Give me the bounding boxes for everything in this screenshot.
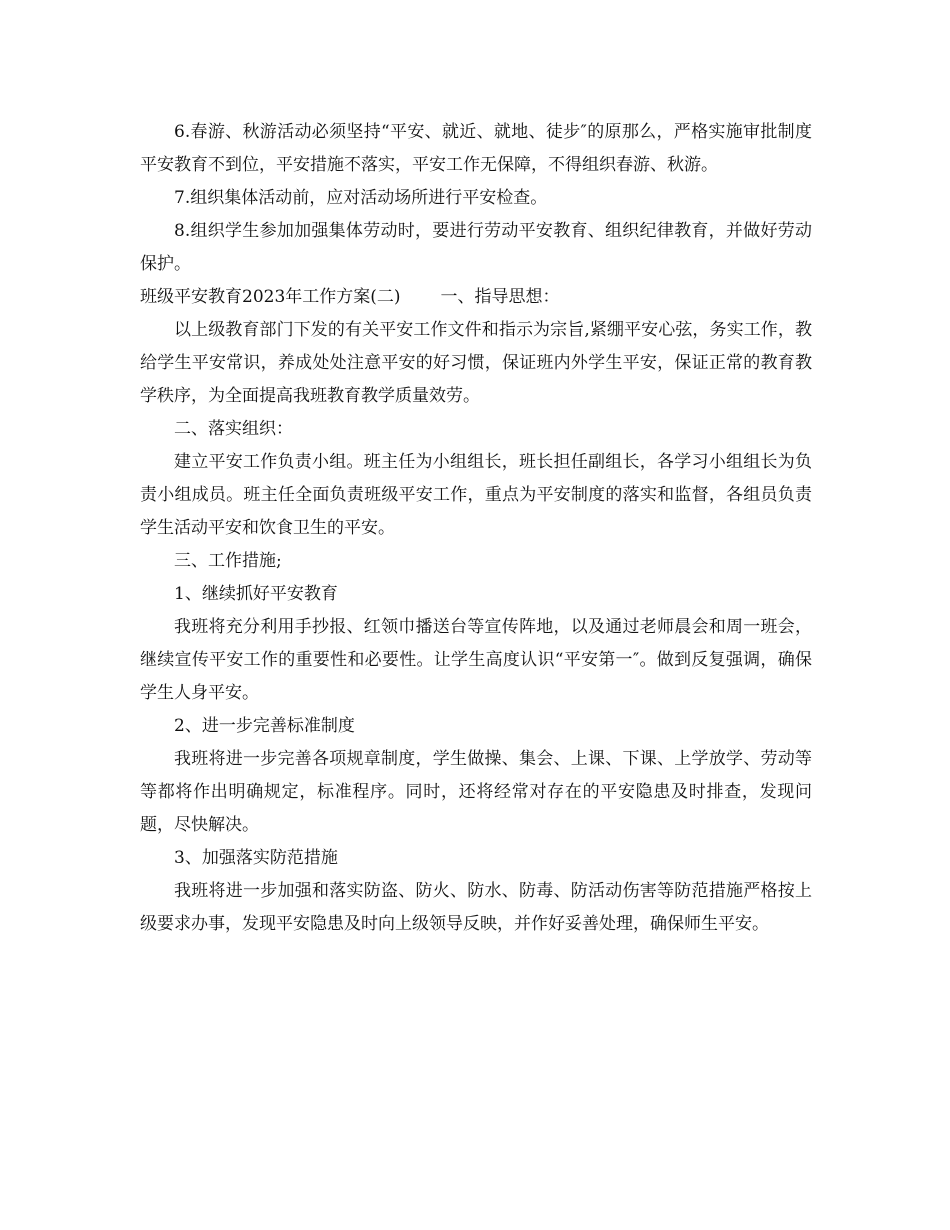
subheading-safety-education: 1、继续抓好平安教育	[174, 584, 338, 604]
plan-title: 班级平安教育2023年工作方案(二)	[140, 287, 401, 307]
paragraph-standard-system: 我班将进一步完善各项规章制度，学生做操、集会、上课、下课、上学放学、劳动等等都将作出明确规定，标准程序。同时，还将经常对存在的平安隐患及时排查，发现问题，尽快解决。	[140, 749, 812, 835]
section-heading-organization: 二、落实组织：	[174, 419, 293, 439]
paragraph-prevention-measures: 我班将进一步加强和落实防盗、防火、防水、防毒、防活动伤害等防范措施严格按上级要求办事，发现平安隐患及时向上级领导反映，并作好妥善处理，确保师生平安。	[140, 881, 812, 934]
paragraph-organization: 建立平安工作负责小组。班主任为小组组长，班长担任副组长，各学习小组组长为负责小组成员。班主任全面负责班级平安工作，重点为平安制度的落实和监督，各组员负责学生活动平安和饮食卫生的平安。	[140, 452, 812, 538]
paragraph-item-6: 6.春游、秋游活动必须坚持“平安、就近、就地、徒步″的原那么，严格实施审批制度平安教育不到位，平安措施不落实，平安工作无保障，不得组织春游、秋游。	[140, 122, 812, 175]
section-heading-guiding-ideology: 一、指导思想：	[440, 287, 560, 307]
paragraph-item-7: 7.组织集体活动前，应对活动场所进行平安检查。	[174, 188, 548, 208]
paragraph-item-8: 8.组织学生参加加强集体劳动时，要进行劳动平安教育、组织纪律教育，并做好劳动保护。	[140, 221, 812, 274]
subheading-standard-system: 2、进一步完善标准制度	[174, 716, 355, 736]
section-heading-measures: 三、工作措施;	[174, 551, 282, 571]
paragraph-safety-education: 我班将充分利用手抄报、红领巾播送台等宣传阵地，以及通过老师晨会和周一班会，继续宣传平安工作的重要性和必要性。让学生高度认识“平安第一″。做到反复强调，确保学生人身平安。	[140, 617, 812, 703]
plan-title-line	[140, 281, 812, 314]
document-page	[140, 116, 812, 941]
paragraph-guiding-ideology: 以上级教育部门下发的有关平安工作文件和指示为宗旨,紧绷平安心弦，务实工作，教给学生平安常识，养成处处注意平安的好习惯，保证班内外学生平安，保证正常的教育教学秩序，为全面提高我班教育教学质量效劳。	[140, 320, 812, 406]
subheading-prevention-measures: 3、加强落实防范措施	[174, 848, 338, 868]
